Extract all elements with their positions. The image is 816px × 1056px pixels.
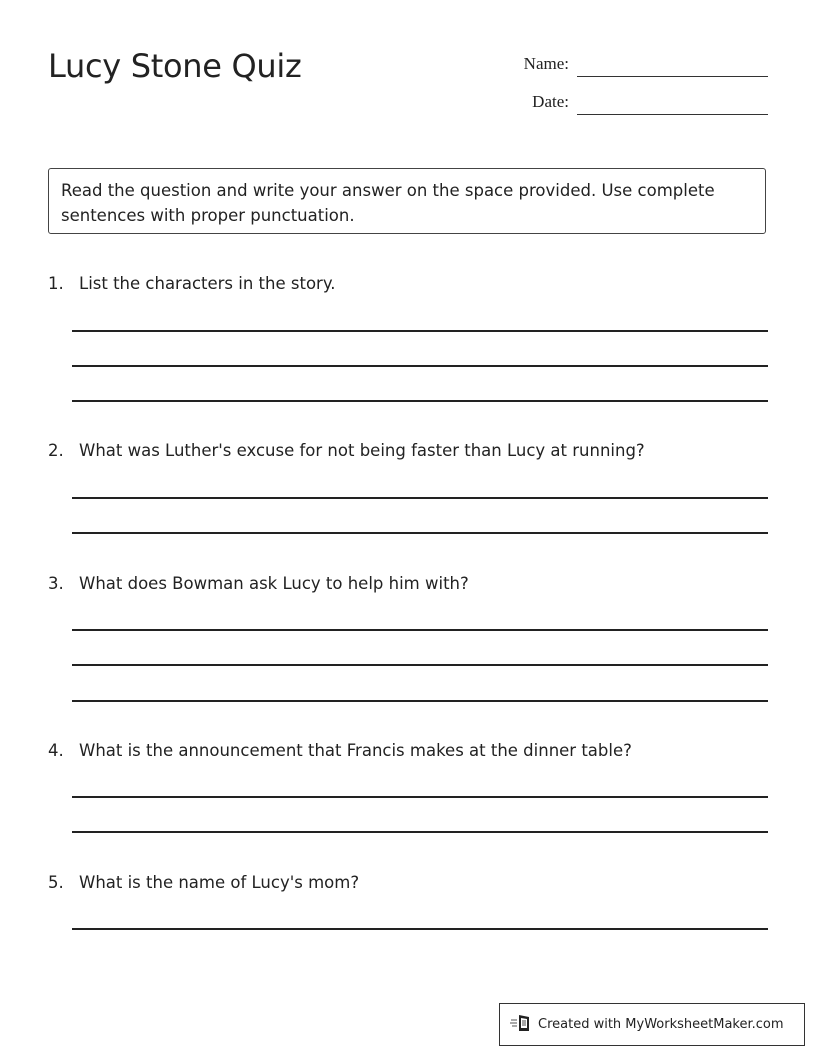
question-5 (48, 873, 359, 892)
answer-line-3-1[interactable] (72, 629, 768, 631)
answer-line-2-1[interactable] (72, 497, 768, 499)
answer-line-4-2[interactable] (72, 831, 768, 833)
answer-line-1-2[interactable] (72, 365, 768, 367)
question-number: 4. (48, 741, 64, 760)
answer-line-1-3[interactable] (72, 400, 768, 402)
question-text: What does Bowman ask Lucy to help him with? (79, 574, 469, 593)
footer-credit[interactable] (499, 1003, 805, 1046)
question-number: 2. (48, 441, 64, 460)
question-number: 3. (48, 574, 64, 593)
answer-line-1-1[interactable] (72, 330, 768, 332)
question-4 (48, 741, 632, 760)
question-1 (48, 274, 335, 293)
answer-line-2-2[interactable] (72, 532, 768, 534)
answer-line-3-3[interactable] (72, 700, 768, 702)
question-text: What is the announcement that Francis makes at the dinner table? (79, 741, 632, 760)
worksheet-logo-icon (510, 1013, 538, 1037)
question-number: 1. (48, 274, 64, 293)
name-field[interactable] (577, 76, 768, 77)
page-title: Lucy Stone Quiz (48, 47, 302, 85)
question-number: 5. (48, 873, 64, 892)
question-text: What was Luther's excuse for not being faster than Lucy at running? (79, 441, 645, 460)
name-label: Name: (523, 54, 569, 73)
footer-text: Created with MyWorksheetMaker.com (538, 1017, 784, 1032)
question-3 (48, 574, 469, 593)
date-label: Date: (532, 92, 569, 111)
answer-line-3-2[interactable] (72, 664, 768, 666)
date-field[interactable] (577, 114, 768, 115)
instructions-box: Read the question and write your answer on the space provided. Use complete sentences with proper punctuation. (48, 168, 766, 234)
question-text: List the characters in the story. (79, 274, 336, 293)
answer-line-4-1[interactable] (72, 796, 768, 798)
question-text: What is the name of Lucy's mom? (79, 873, 360, 892)
answer-line-5-1[interactable] (72, 928, 768, 930)
question-2 (48, 441, 645, 460)
